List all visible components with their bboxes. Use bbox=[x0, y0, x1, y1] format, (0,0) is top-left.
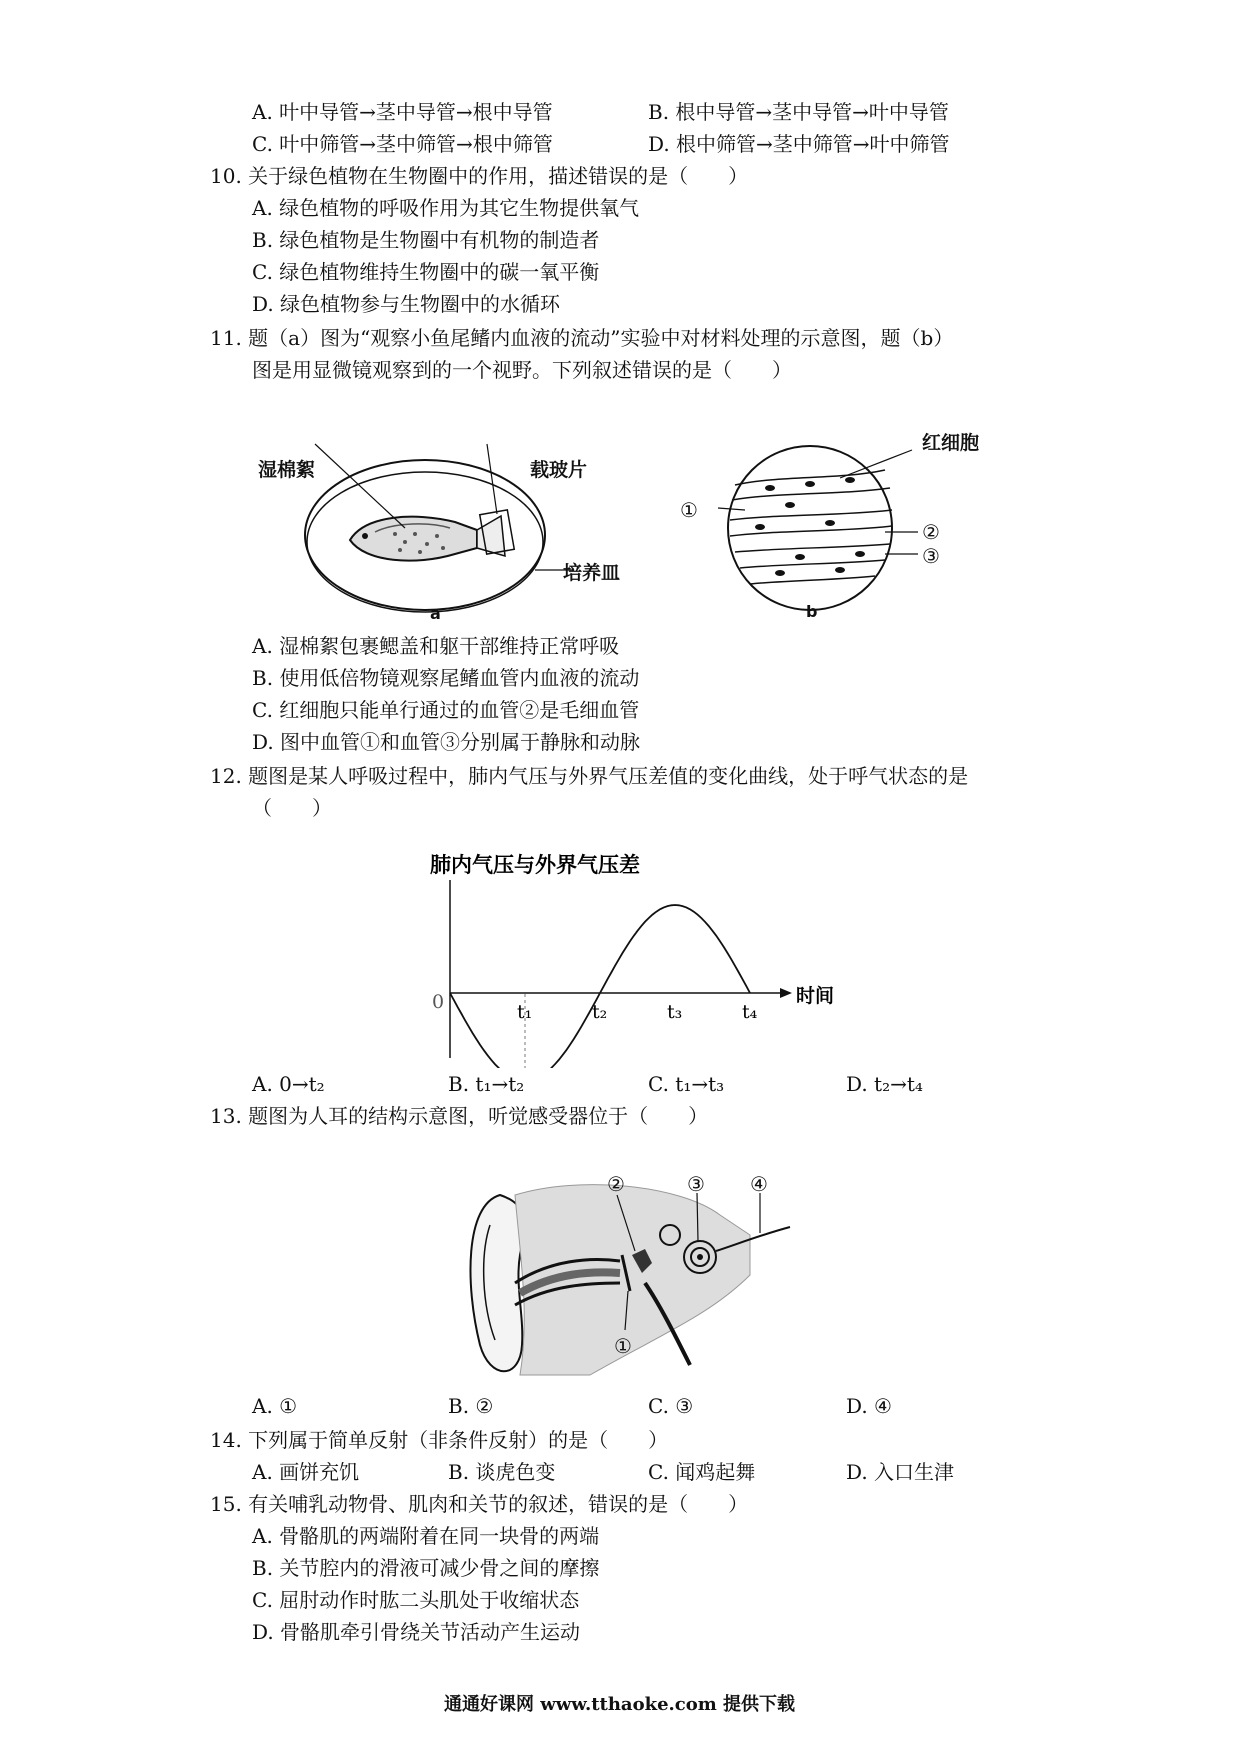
x-tick-label-3: t₃ bbox=[667, 1001, 683, 1023]
q13-option-d: D. ④ bbox=[846, 1394, 892, 1418]
q12-option-d: D. t₂→t₄ bbox=[846, 1072, 923, 1096]
ear-label-3: ③ bbox=[687, 1172, 705, 1196]
figure-a-slide-label: 载玻片 bbox=[530, 459, 588, 481]
q13-option-a: A. ① bbox=[252, 1394, 298, 1418]
figure-b-vessel-2-label: ② bbox=[922, 520, 940, 544]
q11-stem-line1: 11. 题（a）图为“观察小鱼尾鳍内血液的流动”实验中对材料处理的示意图，题（b） bbox=[210, 326, 954, 350]
q10-stem: 10. 关于绿色植物在生物圈中的作用，描述错误的是（ ） bbox=[210, 164, 749, 188]
q11-option-d: D. 图中血管①和血管③分别属于静脉和动脉 bbox=[252, 730, 641, 754]
q11-stem-line2: 图是用显微镜观察到的一个视野。下列叙述错误的是（ ） bbox=[252, 358, 792, 382]
q12-stem-line1: 12. 题图是某人呼吸过程中，肺内气压与外界气压差值的变化曲线，处于呼气状态的是 bbox=[210, 764, 969, 788]
q12-option-a: A. 0→t₂ bbox=[252, 1072, 325, 1096]
x-axis-label: 时间 bbox=[796, 985, 835, 1007]
figure-b-vessel-3-label: ③ bbox=[922, 544, 940, 568]
q15-option-a: A. 骨骼肌的两端附着在同一块骨的两端 bbox=[252, 1524, 600, 1548]
page-footer: 通通好课网 www.tthaoke.com 提供下载 bbox=[444, 1694, 796, 1715]
x-tick-label-2: t₂ bbox=[592, 1001, 608, 1023]
q13-stem: 13. 题图为人耳的结构示意图，听觉感受器位于（ ） bbox=[210, 1104, 709, 1128]
q12-stem-line2: （ ） bbox=[252, 796, 332, 820]
ear-label-1: ① bbox=[614, 1334, 632, 1358]
q11-option-b: B. 使用低倍物镜观察尾鳍血管内血液的流动 bbox=[252, 666, 640, 690]
pressure-difference-chart bbox=[420, 848, 840, 1068]
x-tick-label-1: t₁ bbox=[517, 1001, 533, 1023]
q14-stem: 14. 下列属于简单反射（非条件反射）的是（ ） bbox=[210, 1428, 669, 1452]
q14-option-c: C. 闻鸡起舞 bbox=[648, 1460, 756, 1484]
q10-option-a: A. 绿色植物的呼吸作用为其它生物提供氧气 bbox=[252, 196, 640, 220]
pressure-curve bbox=[450, 905, 750, 1068]
q11-option-a: A. 湿棉絮包裹鳃盖和躯干部维持正常呼吸 bbox=[252, 634, 620, 658]
q9-option-c: C. 叶中筛管→茎中筛管→根中筛管 bbox=[252, 132, 553, 156]
q9-option-d: D. 根中筛管→茎中筛管→叶中筛管 bbox=[648, 132, 950, 156]
figure-a-dish-label: 培养皿 bbox=[563, 562, 621, 584]
q10-option-b: B. 绿色植物是生物圈中有机物的制造者 bbox=[252, 228, 600, 252]
q12-option-b: B. t₁→t₂ bbox=[448, 1072, 525, 1096]
chart-title: 肺内气压与外界气压差 bbox=[430, 852, 640, 877]
figure-b-rbc-label: 红细胞 bbox=[922, 432, 980, 454]
figure-a-caption: a bbox=[430, 604, 441, 623]
x-axis-arrow bbox=[780, 988, 792, 998]
figure-a-cotton-label: 湿棉絮 bbox=[258, 459, 316, 481]
q10-option-c: C. 绿色植物维持生物圈中的碳一氧平衡 bbox=[252, 260, 600, 284]
origin-label: 0 bbox=[432, 991, 445, 1013]
ear-label-2: ② bbox=[607, 1172, 625, 1196]
q11-option-c: C. 红细胞只能单行通过的血管②是毛细血管 bbox=[252, 698, 640, 722]
q9-option-a: A. 叶中导管→茎中导管→根中导管 bbox=[252, 100, 553, 124]
q15-option-c: C. 屈肘动作时肱二头肌处于收缩状态 bbox=[252, 1588, 580, 1612]
figure-b-vessel-1-label: ① bbox=[680, 498, 698, 522]
ear-label-4: ④ bbox=[750, 1172, 768, 1196]
q15-stem: 15. 有关哺乳动物骨、肌肉和关节的叙述，错误的是（ ） bbox=[210, 1492, 749, 1516]
q13-option-b: B. ② bbox=[448, 1394, 494, 1418]
q14-option-a: A. 画饼充饥 bbox=[252, 1460, 360, 1484]
figure-b-microscope-view bbox=[690, 440, 990, 615]
q14-option-d: D. 入口生津 bbox=[846, 1460, 955, 1484]
q14-option-b: B. 谈虎色变 bbox=[448, 1460, 556, 1484]
q13-option-c: C. ③ bbox=[648, 1394, 694, 1418]
q10-option-d: D. 绿色植物参与生物圈中的水循环 bbox=[252, 292, 561, 316]
q15-option-b: B. 关节腔内的滑液可减少骨之间的摩擦 bbox=[252, 1556, 600, 1580]
q15-option-d: D. 骨骼肌牵引骨绕关节活动产生运动 bbox=[252, 1620, 581, 1644]
q9-option-b: B. 根中导管→茎中导管→叶中导管 bbox=[648, 100, 949, 124]
figure-b-caption: b bbox=[806, 602, 818, 621]
x-tick-label-4: t₄ bbox=[742, 1001, 758, 1023]
q12-option-c: C. t₁→t₃ bbox=[648, 1072, 725, 1096]
